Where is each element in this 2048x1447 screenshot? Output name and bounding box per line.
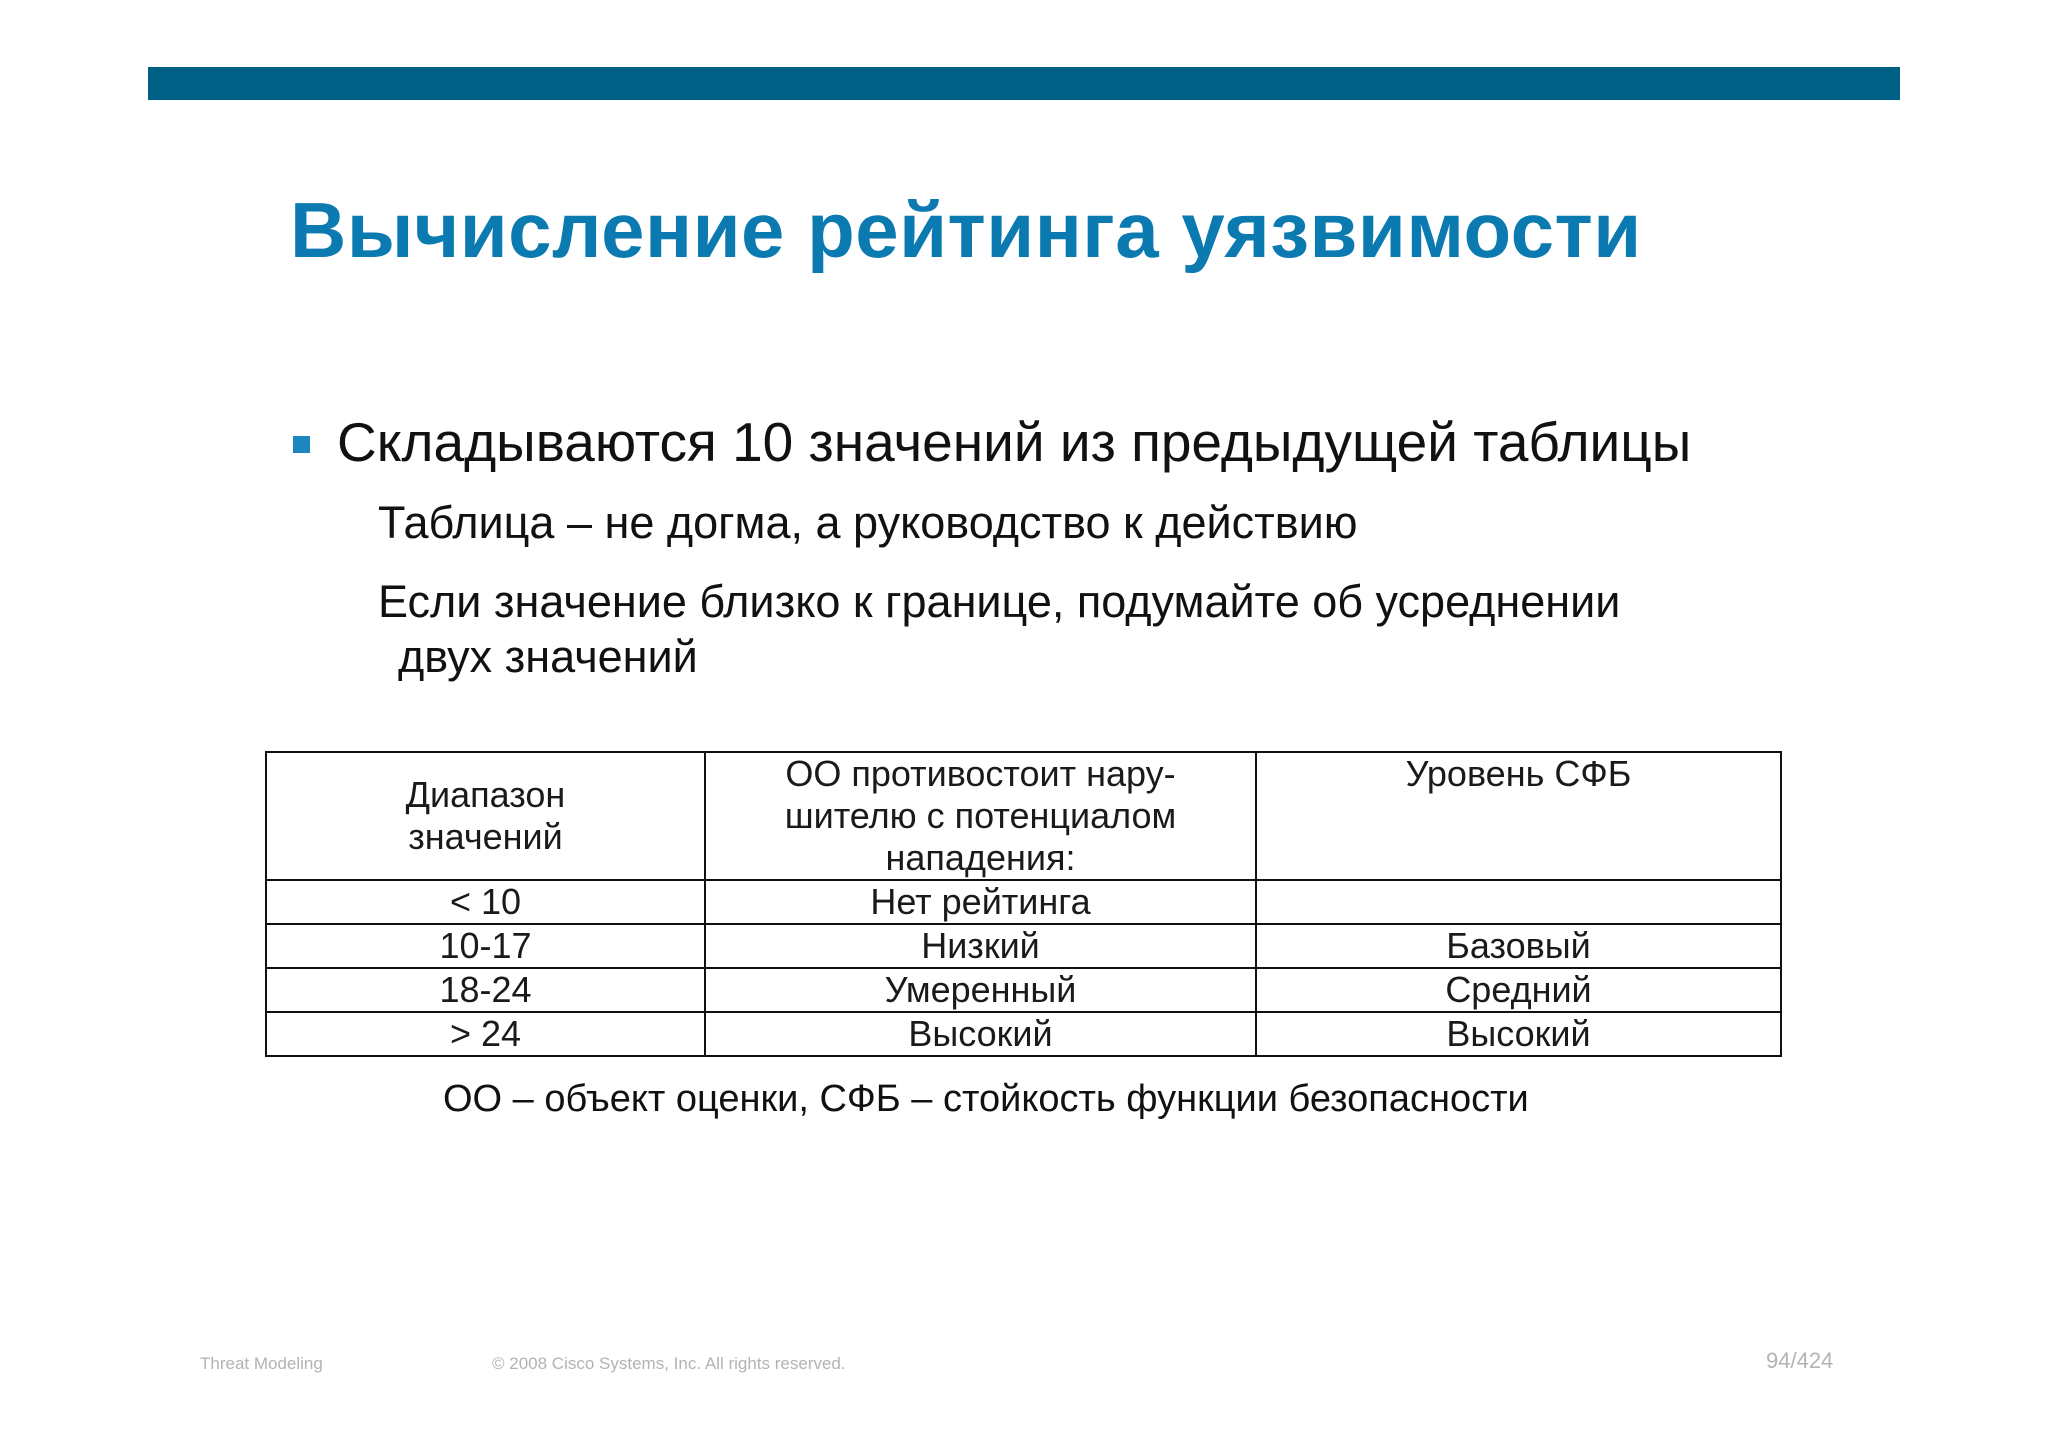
- cell-range: > 24: [266, 1012, 705, 1056]
- slide-title: Вычисление рейтинга уязвимости: [290, 186, 1642, 274]
- cell-resistance: Нет рейтинга: [705, 880, 1256, 924]
- header-range: [266, 752, 705, 880]
- header-range-line-2: значений: [408, 816, 563, 857]
- page-number: 94/424: [1766, 1348, 1834, 1373]
- header-resistance-line-3: нападения:: [885, 837, 1076, 878]
- rating-table: [265, 751, 1782, 1057]
- sub-point-2-line-2: двух значений: [398, 631, 698, 682]
- bullet-square-icon: [293, 436, 310, 453]
- footer-course-name: Threat Modeling: [200, 1354, 323, 1373]
- table-row: [266, 1012, 1781, 1056]
- cell-sof-level: [1256, 880, 1781, 924]
- sub-point-1: Таблица – не догма, а руководство к действию: [378, 497, 1358, 548]
- cell-sof-level: Базовый: [1256, 924, 1781, 968]
- header-sof-level: [1256, 752, 1781, 880]
- cell-resistance: Низкий: [705, 924, 1256, 968]
- header-resistance-line-2: шителю с потенциалом: [784, 795, 1177, 836]
- sub-point-2: [378, 574, 1620, 684]
- table-row: [266, 924, 1781, 968]
- footer-copyright: © 2008 Cisco Systems, Inc. All rights reserved.: [492, 1354, 846, 1373]
- header-sof-level-line-1: Уровень СФБ: [1405, 753, 1632, 794]
- cell-range: 10-17: [266, 924, 705, 968]
- cell-range: 18-24: [266, 968, 705, 1012]
- table-row: [266, 880, 1781, 924]
- header-bar: [148, 67, 1900, 100]
- header-resistance: [705, 752, 1256, 880]
- cell-sof-level: Средний: [1256, 968, 1781, 1012]
- header-range-line-1: Диапазон: [405, 774, 566, 815]
- cell-resistance: Умеренный: [705, 968, 1256, 1012]
- cell-sof-level: Высокий: [1256, 1012, 1781, 1056]
- table-header-row: [266, 752, 1781, 880]
- cell-range: < 10: [266, 880, 705, 924]
- sub-point-2-line-1: Если значение близко к границе, подумайте об усреднении: [378, 576, 1621, 627]
- bullet-text: Складываются 10 значений из предыдущей таблицы: [337, 411, 1692, 473]
- cell-resistance: Высокий: [705, 1012, 1256, 1056]
- bullet-item: [293, 410, 1691, 474]
- header-resistance-line-1: ОО противостоит нару-: [785, 753, 1176, 794]
- table-row: [266, 968, 1781, 1012]
- table-footnote: ОО – объект оценки, СФБ – стойкость функции безопасности: [443, 1078, 1529, 1120]
